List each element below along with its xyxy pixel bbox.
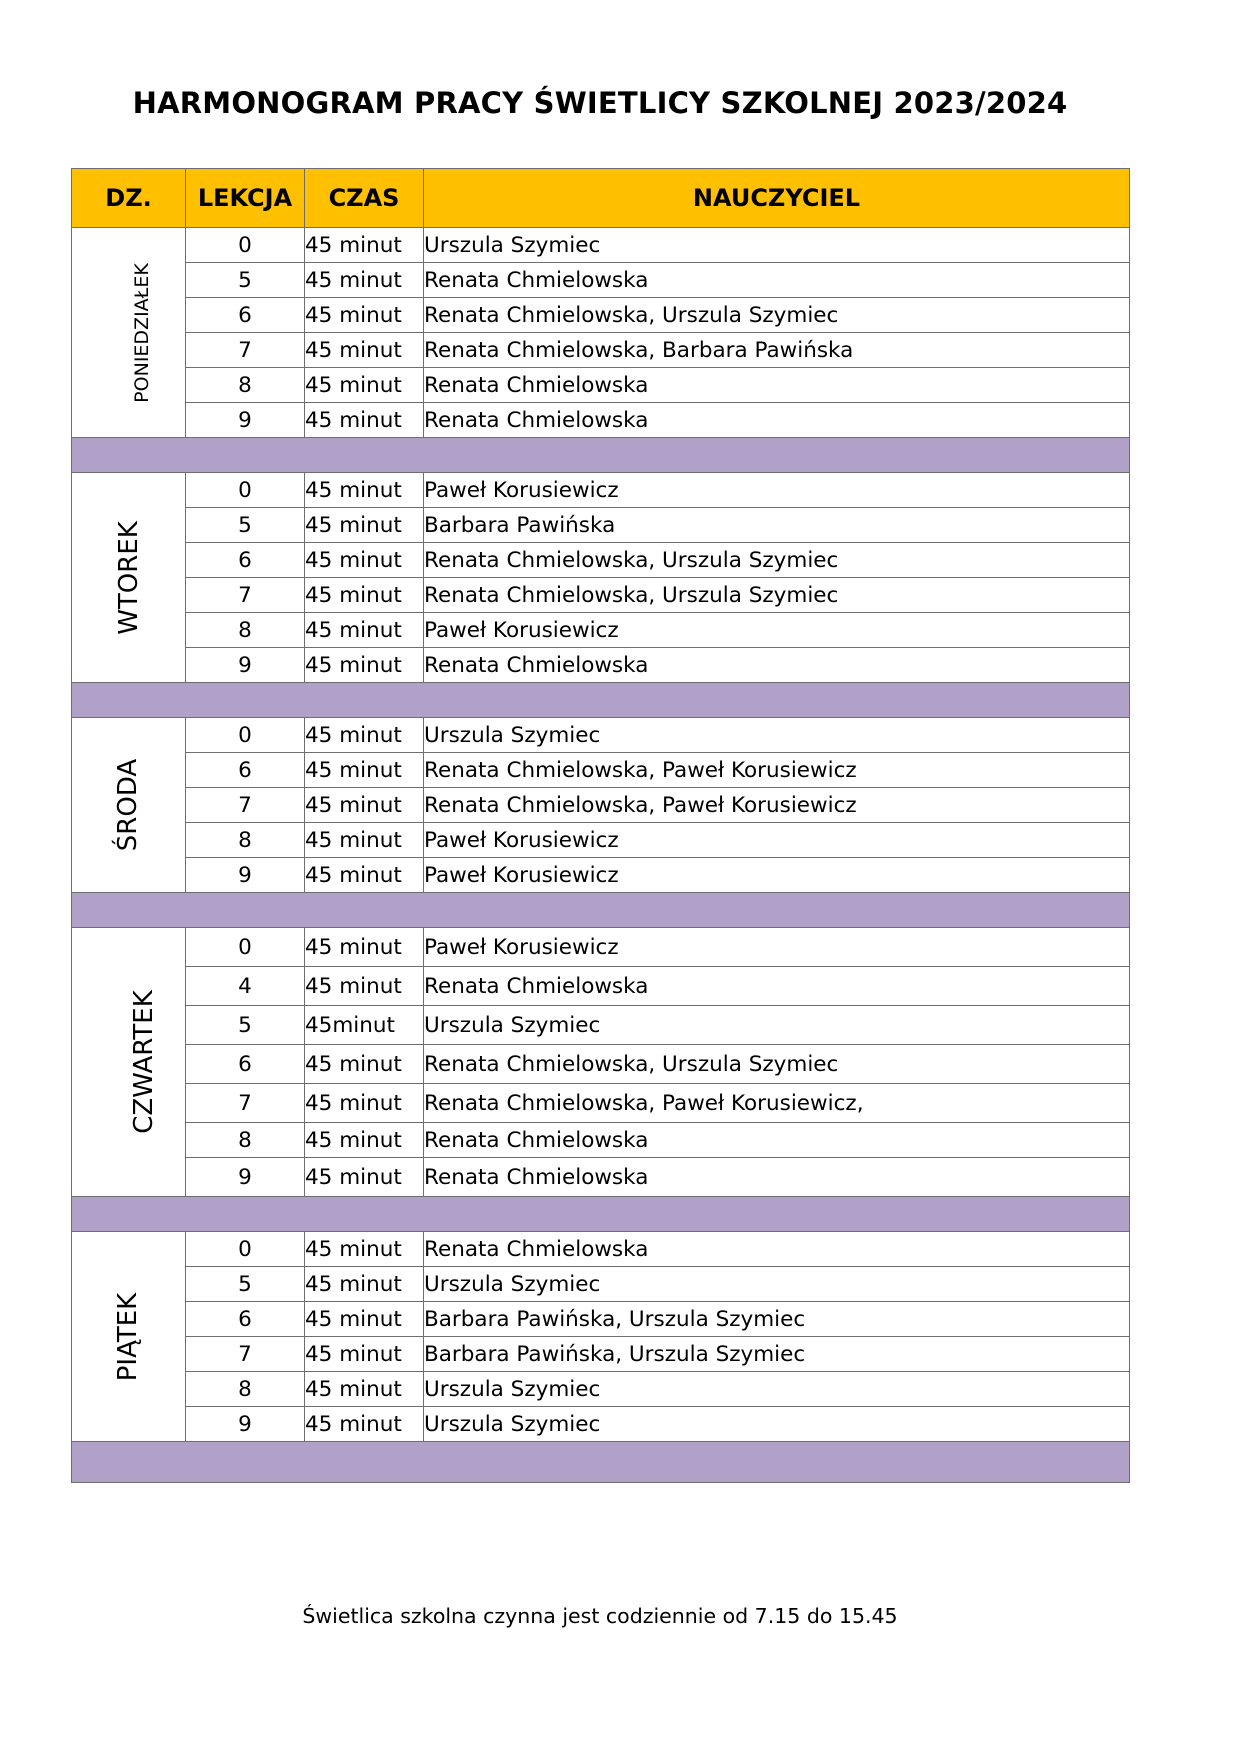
time-cell: 45 minut (305, 788, 424, 823)
lesson-cell: 6 (186, 753, 305, 788)
lesson-cell: 9 (186, 858, 305, 893)
teacher-cell: Renata Chmielowska (424, 1158, 1130, 1197)
time-cell: 45 minut (305, 1302, 424, 1337)
day-cell (72, 228, 186, 438)
time-cell: 45 minut (305, 1084, 424, 1123)
day-label: PONIEDZIAŁEK (130, 263, 153, 403)
table-row (72, 578, 1130, 613)
table-row (72, 403, 1130, 438)
schedule-body (72, 228, 1130, 1483)
teacher-cell: Renata Chmielowska, Paweł Korusiewicz (424, 788, 1130, 823)
header-day: DZ. (72, 169, 186, 228)
day-separator (72, 438, 1130, 473)
time-cell: 45 minut (305, 508, 424, 543)
time-cell: 45 minut (305, 928, 424, 967)
lesson-cell: 8 (186, 1123, 305, 1158)
lesson-cell: 4 (186, 967, 305, 1006)
table-row (72, 613, 1130, 648)
lesson-cell: 7 (186, 578, 305, 613)
table-row (72, 1123, 1130, 1158)
lesson-cell: 7 (186, 788, 305, 823)
table-row (72, 858, 1130, 893)
teacher-cell: Paweł Korusiewicz (424, 473, 1130, 508)
lesson-cell: 9 (186, 1158, 305, 1197)
teacher-cell: Renata Chmielowska (424, 648, 1130, 683)
lesson-cell: 9 (186, 648, 305, 683)
day-label: WTOREK (113, 520, 144, 635)
lesson-cell: 5 (186, 508, 305, 543)
teacher-cell: Renata Chmielowska (424, 1232, 1130, 1267)
table-row (72, 368, 1130, 403)
time-cell: 45 minut (305, 753, 424, 788)
day-separator-row (72, 893, 1130, 928)
time-cell: 45minut (305, 1006, 424, 1045)
teacher-cell: Renata Chmielowska, Barbara Pawińska (424, 333, 1130, 368)
time-cell: 45 minut (305, 543, 424, 578)
time-cell: 45 minut (305, 967, 424, 1006)
teacher-cell: Renata Chmielowska (424, 403, 1130, 438)
lesson-cell: 6 (186, 543, 305, 578)
teacher-cell: Paweł Korusiewicz (424, 928, 1130, 967)
lesson-cell: 0 (186, 1232, 305, 1267)
table-row (72, 1158, 1130, 1197)
table-row (72, 1337, 1130, 1372)
table-row (72, 1006, 1130, 1045)
teacher-cell: Paweł Korusiewicz (424, 823, 1130, 858)
table-row (72, 298, 1130, 333)
header-row (72, 169, 1130, 228)
teacher-cell: Renata Chmielowska (424, 368, 1130, 403)
header-lesson: LEKCJA (186, 169, 305, 228)
day-separator-row (72, 683, 1130, 718)
lesson-cell: 7 (186, 1337, 305, 1372)
time-cell: 45 minut (305, 473, 424, 508)
teacher-cell: Barbara Pawińska, Urszula Szymiec (424, 1337, 1130, 1372)
time-cell: 45 minut (305, 263, 424, 298)
time-cell: 45 minut (305, 333, 424, 368)
lesson-cell: 5 (186, 1006, 305, 1045)
table-row (72, 1232, 1130, 1267)
teacher-cell: Barbara Pawińska, Urszula Szymiec (424, 1302, 1130, 1337)
table-row (72, 508, 1130, 543)
day-separator-row (72, 1197, 1130, 1232)
table-row (72, 543, 1130, 578)
lesson-cell: 9 (186, 1407, 305, 1442)
teacher-cell: Barbara Pawińska (424, 508, 1130, 543)
day-label: ŚRODA (113, 758, 144, 852)
day-label: PIĄTEK (113, 1292, 144, 1381)
schedule-table (71, 168, 1130, 1483)
teacher-cell: Renata Chmielowska (424, 967, 1130, 1006)
time-cell: 45 minut (305, 1267, 424, 1302)
teacher-cell: Renata Chmielowska (424, 263, 1130, 298)
day-cell (72, 928, 186, 1197)
table-row (72, 928, 1130, 967)
time-cell: 45 minut (305, 1337, 424, 1372)
table-row (72, 1045, 1130, 1084)
teacher-cell: Urszula Szymiec (424, 1407, 1130, 1442)
table-row (72, 718, 1130, 753)
teacher-cell: Urszula Szymiec (424, 1006, 1130, 1045)
time-cell: 45 minut (305, 648, 424, 683)
day-separator-row (72, 1442, 1130, 1483)
table-row (72, 788, 1130, 823)
table-row (72, 1372, 1130, 1407)
time-cell: 45 minut (305, 823, 424, 858)
time-cell: 45 minut (305, 228, 424, 263)
teacher-cell: Urszula Szymiec (424, 228, 1130, 263)
table-row (72, 1084, 1130, 1123)
lesson-cell: 6 (186, 1045, 305, 1084)
time-cell: 45 minut (305, 613, 424, 648)
lesson-cell: 0 (186, 928, 305, 967)
lesson-cell: 5 (186, 263, 305, 298)
day-cell (72, 718, 186, 893)
opening-hours-note: Świetlica szkolna czynna jest codziennie od 7.15 do 15.45 (302, 1604, 898, 1628)
lesson-cell: 6 (186, 298, 305, 333)
table-row (72, 823, 1130, 858)
lesson-cell: 0 (186, 718, 305, 753)
time-cell: 45 minut (305, 718, 424, 753)
teacher-cell: Renata Chmielowska, Urszula Szymiec (424, 1045, 1130, 1084)
time-cell: 45 minut (305, 1158, 424, 1197)
lesson-cell: 8 (186, 613, 305, 648)
table-row (72, 1267, 1130, 1302)
table-row (72, 228, 1130, 263)
table-row (72, 967, 1130, 1006)
table-row (72, 263, 1130, 298)
day-separator (72, 1197, 1130, 1232)
teacher-cell: Paweł Korusiewicz (424, 613, 1130, 648)
day-separator (72, 1442, 1130, 1483)
time-cell: 45 minut (305, 1232, 424, 1267)
lesson-cell: 8 (186, 368, 305, 403)
time-cell: 45 minut (305, 1372, 424, 1407)
table-row (72, 1407, 1130, 1442)
teacher-cell: Renata Chmielowska, Urszula Szymiec (424, 298, 1130, 333)
teacher-cell: Renata Chmielowska, Paweł Korusiewicz (424, 753, 1130, 788)
time-cell: 45 minut (305, 1123, 424, 1158)
lesson-cell: 9 (186, 403, 305, 438)
lesson-cell: 6 (186, 1302, 305, 1337)
page-title: HARMONOGRAM PRACY ŚWIETLICY SZKOLNEJ 2023/2024 (132, 86, 1068, 120)
time-cell: 45 minut (305, 1407, 424, 1442)
lesson-cell: 8 (186, 823, 305, 858)
day-cell (72, 1232, 186, 1442)
header-teacher: NAUCZYCIEL (424, 169, 1130, 228)
lesson-cell: 8 (186, 1372, 305, 1407)
time-cell: 45 minut (305, 578, 424, 613)
teacher-cell: Renata Chmielowska, Urszula Szymiec (424, 543, 1130, 578)
time-cell: 45 minut (305, 858, 424, 893)
header-time: CZAS (305, 169, 424, 228)
teacher-cell: Urszula Szymiec (424, 1372, 1130, 1407)
day-separator (72, 683, 1130, 718)
lesson-cell: 5 (186, 1267, 305, 1302)
lesson-cell: 7 (186, 333, 305, 368)
teacher-cell: Urszula Szymiec (424, 718, 1130, 753)
teacher-cell: Paweł Korusiewicz (424, 858, 1130, 893)
table-row (72, 333, 1130, 368)
day-separator (72, 893, 1130, 928)
table-row (72, 473, 1130, 508)
teacher-cell: Renata Chmielowska, Paweł Korusiewicz, (424, 1084, 1130, 1123)
time-cell: 45 minut (305, 403, 424, 438)
day-separator-row (72, 438, 1130, 473)
lesson-cell: 7 (186, 1084, 305, 1123)
time-cell: 45 minut (305, 298, 424, 333)
teacher-cell: Renata Chmielowska (424, 1123, 1130, 1158)
day-cell (72, 473, 186, 683)
table-row (72, 1302, 1130, 1337)
lesson-cell: 0 (186, 228, 305, 263)
time-cell: 45 minut (305, 368, 424, 403)
table-row (72, 648, 1130, 683)
lesson-cell: 0 (186, 473, 305, 508)
teacher-cell: Urszula Szymiec (424, 1267, 1130, 1302)
table-row (72, 753, 1130, 788)
day-label: CZWARTEK (128, 990, 159, 1134)
time-cell: 45 minut (305, 1045, 424, 1084)
teacher-cell: Renata Chmielowska, Urszula Szymiec (424, 578, 1130, 613)
